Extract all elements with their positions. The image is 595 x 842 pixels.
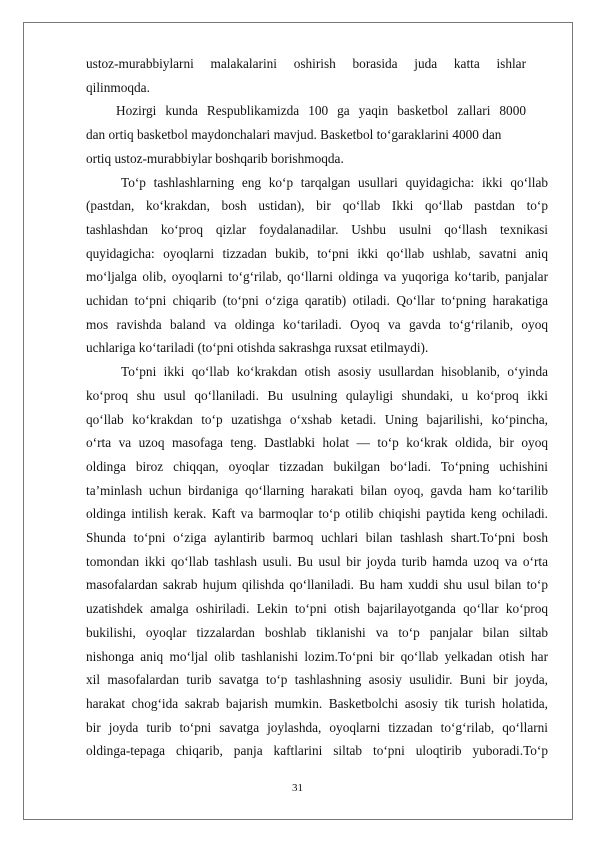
text-line: ko‘proq shu usul qo‘llaniladi. Bu usulning qulayligi shundaki, u ko‘proq ikki <box>86 387 548 403</box>
text-line: bukilishi, oyoqlar tizzalardan boshlab tiklanishi va to‘p panjalar bilan siltab <box>86 624 548 640</box>
text-line: mos ravishda baland va oldinga ko‘tariladi. Oyoq va gavda to‘g‘rilanib, oyoq <box>86 316 548 332</box>
page-number: 31 <box>292 782 303 794</box>
text-line: harakat chog‘ida sakrab bajarish mumkin. Basketbolchi asosiy tik turish holatida, <box>86 695 548 711</box>
text-line: qo‘llab ko‘krakdan to‘p uzatishga o‘xshab ketadi. Uning bajarilishi, ko‘pincha, <box>86 411 548 427</box>
document-body <box>86 52 548 763</box>
text-line: xil masofalardan turib savatga to‘p tashlashning asosiy usulidir. Buni bir joyda, <box>86 672 548 688</box>
text-line: oldinga intilish kerak. Kaft va barmoqlar to‘p otilib chiqishi paytida keng ochiladi. <box>86 506 548 522</box>
text-line: uchidan to‘pni chiqarib (to‘pni o‘ziga qaratib) otiladi. Qo‘llar to‘pning harakatiga <box>86 293 548 309</box>
text-line: (pastdan, ko‘krakdan, bosh ustidan), bir qo‘llab Ikki qo‘llab pastdan to‘p <box>86 198 548 214</box>
text-line: quyidagicha: oyoqlarni tizzadan bukib, to‘pni ikki qo‘llab ushlab, savatni aniq <box>86 245 548 261</box>
text-line: tomondan ikki qo‘llab tashlash usuli. Bu usul bir joyda turib hamda uzoq va o‘rta <box>86 553 548 569</box>
text-line: ustoz-murabbiylarni malakalarini oshirish borasida juda katta ishlar <box>86 56 526 71</box>
text-line: masofalardan sakrab hujum qilishda qo‘llaniladi. Bu ham xuddi shu usul bilan to‘p <box>86 577 548 593</box>
text-line: tashlashdan ko‘proq qizlar foydalanadilar. Ushbu usulni qo‘llash texnikasi <box>86 221 548 237</box>
text-line: bir joyda turib to‘pni savatga joylashda, oyoqlarni tizzadan to‘g‘rilab, qo‘llarni <box>86 719 548 735</box>
text-line: ortiq ustoz-murabbiylar boshqarib borishmoqda. <box>86 150 344 166</box>
text-line: To‘pni ikki qo‘llab ko‘krakdan otish asosiy usullardan hisoblanib, o‘yinda <box>121 364 548 380</box>
text-line: Shunda to‘pni o‘ziga aylantirib barmoq uchlari bilan tashlash shart.To‘pni bosh <box>86 530 548 546</box>
text-line: uzatishdek amalga oshiriladi. Lekin to‘pni otish bajarilayotganda qo‘llar ko‘proq <box>86 601 548 617</box>
text-line: o‘rta va uzoq masofaga teng. Dastlabki holat — to‘p ko‘krak oldida, bir oyoq <box>86 435 548 451</box>
text-line: qilinmoqda. <box>86 79 150 95</box>
text-line: Hozirgi kunda Respublikamizda 100 ga yaqin basketbol zallari 8000 <box>116 103 526 119</box>
text-line: uchlariga ko‘tariladi (to‘pni otishda sakrashga ruxsat etilmaydi). <box>86 340 429 356</box>
text-line: dan ortiq basketbol maydonchalari mavjud. Basketbol to‘garaklarini 4000 dan <box>86 127 502 143</box>
text-line: ta’minlash uchun birdaniga qo‘llarning harakati bilan oyoq, gavda ham ko‘tarilib <box>86 482 548 498</box>
text-line: To‘p tashlashlarning eng ko‘p tarqalgan usullari quyidagicha: ikki qo‘llab <box>121 174 548 190</box>
text-line: nishonga aniq mo‘ljal olib tashlanishi lozim.To‘pni bir qo‘llab yelkadan otish har <box>86 648 548 664</box>
text-line: oldinga biroz chiqqan, oyoqlar tizzadan bukilgan bo‘ladi. To‘pning uchishini <box>86 458 548 474</box>
text-line: mo‘ljalga olib, oyoqlarni to‘g‘rilab, qo‘llarni oldinga va yuqoriga ko‘tarib, panjalar <box>86 269 548 285</box>
text-line: oldinga-tepaga chiqarib, panja kaftlarini siltab to‘pni uloqtirib yuboradi.To‘p <box>86 743 548 759</box>
